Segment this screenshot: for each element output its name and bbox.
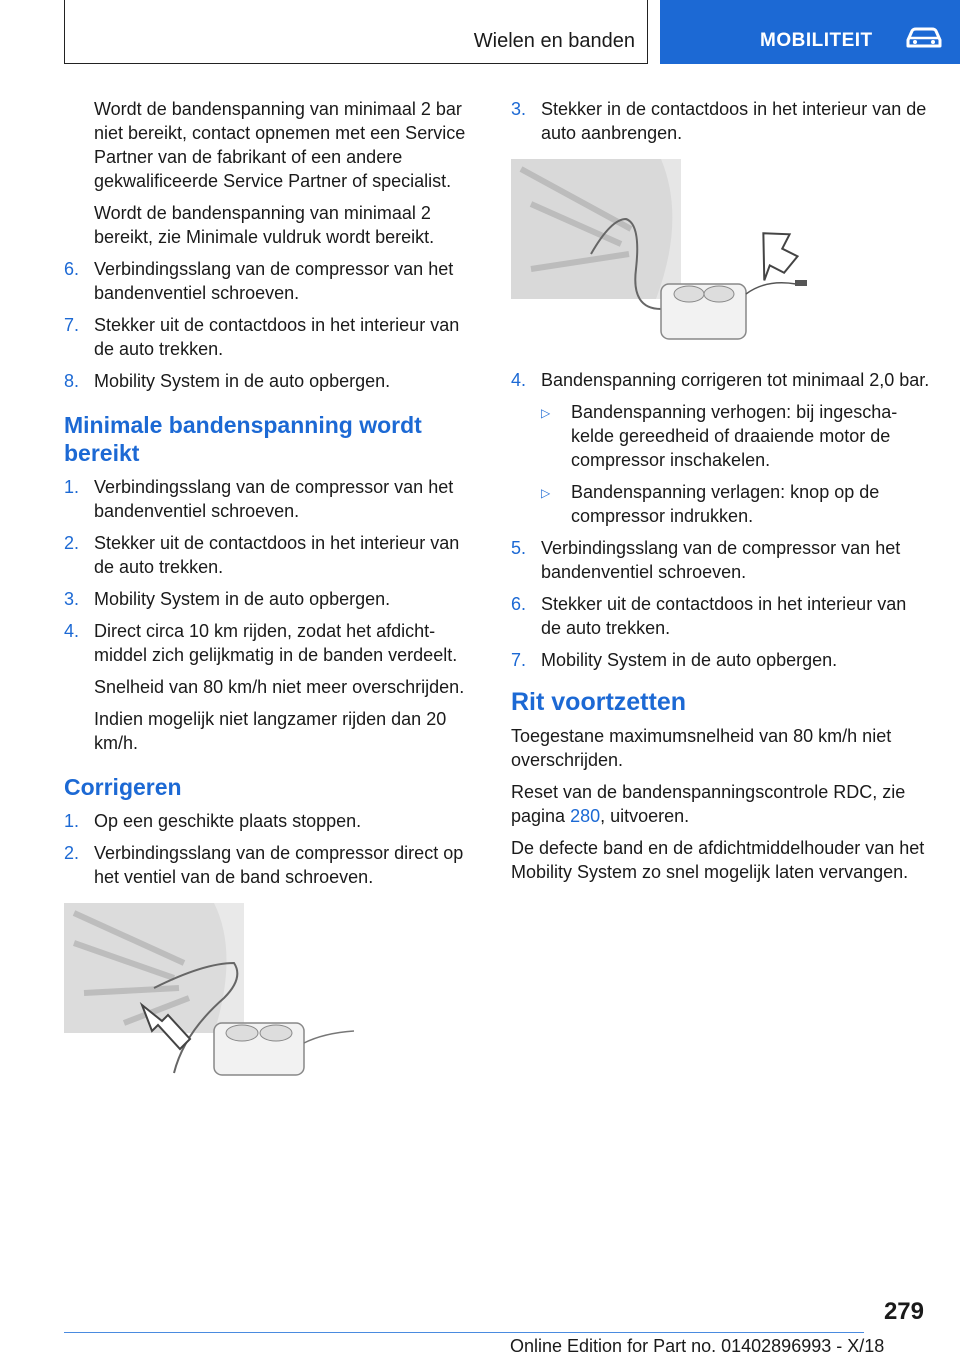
sub-item-text: Bandenspanning verlagen: knop op de compressor indrukken. xyxy=(571,482,880,526)
rdc-reset-paragraph xyxy=(511,780,931,828)
list-item xyxy=(511,97,931,145)
list-item xyxy=(64,257,480,305)
header-chapter-label: MOBILITEIT xyxy=(760,30,873,51)
step-number: 4. xyxy=(511,370,527,390)
right-column xyxy=(511,97,931,892)
list-item xyxy=(511,368,931,392)
step-text: Direct circa 10 km rijden, zodat het afdichtmiddel zich gelijkmatig in de banden verdeelt. xyxy=(94,621,458,665)
triangle-bullet-icon: ▷ xyxy=(541,406,551,420)
list-item xyxy=(64,475,480,523)
intro-paragraph-2: Wordt de bandenspanning van minimaal 2 bereikt, zie Minimale vuldruk wordt bereikt. xyxy=(94,203,435,247)
list-item xyxy=(64,587,480,611)
step-number: 1. xyxy=(64,477,80,497)
step-number: 3. xyxy=(511,99,527,119)
list-item xyxy=(511,536,931,584)
list-item xyxy=(64,619,480,667)
step-text: Mobility System in de auto opbergen. xyxy=(94,371,391,391)
step-text: Stekker in de contactdoos in het interieur van de auto aanbrengen. xyxy=(541,99,927,143)
step-text: Verbindingsslang van de compressor van het bandenventiel schroeven. xyxy=(541,538,901,582)
step-number: 8. xyxy=(64,371,80,391)
list-item xyxy=(511,592,931,640)
page-number: 279 xyxy=(883,1298,924,1325)
step-text: Verbindingsslang van de compressor direct op het ventiel van de band schroeven. xyxy=(94,843,464,887)
list-item xyxy=(64,369,480,393)
step-number: 6. xyxy=(511,594,527,614)
step-number: 2. xyxy=(64,843,80,863)
footer-divider xyxy=(64,1332,864,1333)
sub-item-text: Bandenspanning verhogen: bij ingeschakelde gereedheid of draaiende motor de compressor inschakelen. xyxy=(571,402,898,470)
step-text: Stekker uit de contactdoos in het interieur van de auto trekken. xyxy=(541,594,907,638)
step-number: 5. xyxy=(511,538,527,558)
step-text: Stekker uit de contactdoos in het interieur van de auto trekken. xyxy=(94,315,460,359)
footer-edition-text: Online Edition for Part no. 01402896993 - X/18 xyxy=(510,1336,885,1356)
step-number: 4. xyxy=(64,621,80,641)
step-text: Verbindingsslang van de compressor van het bandenventiel schroeven. xyxy=(94,477,454,521)
step-number: 7. xyxy=(511,650,527,670)
sub-list-item xyxy=(541,480,931,528)
step-text: Mobility System in de auto opbergen. xyxy=(541,650,838,670)
step-text: Bandenspanning corrigeren tot minimaal 2,0 bar. xyxy=(541,370,930,390)
step-number: 2. xyxy=(64,533,80,553)
socket-plug-illustration xyxy=(511,159,851,354)
list-item xyxy=(64,531,480,579)
min-speed-note: Indien mogelijk niet langzamer rijden dan 20 km/h. xyxy=(94,709,447,753)
car-icon xyxy=(904,26,944,50)
header-chapter-tab[interactable] xyxy=(660,0,960,64)
step-text: Mobility System in de auto opbergen. xyxy=(94,589,391,609)
step-text: Stekker uit de contactdoos in het interieur van de auto trekken. xyxy=(94,533,460,577)
list-item xyxy=(64,809,480,833)
step-text: Verbindingsslang van de compressor van het bandenventiel schroeven. xyxy=(94,259,454,303)
step-number: 6. xyxy=(64,259,80,279)
left-column xyxy=(64,97,480,1107)
list-item xyxy=(64,313,480,361)
page-reference-link[interactable]: 280 xyxy=(570,806,601,826)
intro-paragraph-1: Wordt de bandenspanning van minimaal 2 bar niet bereikt, contact opnemen met een Service Partner van de fabrikant of een andere gekwalificeerde Service Partner of specialist. xyxy=(94,99,466,191)
header-section-title: Wielen en banden xyxy=(473,30,635,52)
section-heading-min-pressure: Minimale bandenspanning wordt bereikt xyxy=(64,412,422,466)
speed-limit-paragraph: Toegestane maximumsnelheid van 80 km/h niet overschrijden. xyxy=(511,726,892,770)
section-heading-correct: Corrigeren xyxy=(64,774,182,800)
step-number: 3. xyxy=(64,589,80,609)
sub-list-item xyxy=(541,400,931,472)
speed-note: Snelheid van 80 km/h niet meer overschrijden. xyxy=(94,677,465,697)
section-heading-continue: Rit voortzetten xyxy=(511,688,686,716)
step-text: Op een geschikte plaats stoppen. xyxy=(94,811,362,831)
list-item xyxy=(511,648,931,672)
rdc-text-before: Reset van de bandenspanningscontrole RDC, zie pagina xyxy=(511,782,906,826)
step-number: 1. xyxy=(64,811,80,831)
step-number: 7. xyxy=(64,315,80,335)
rdc-text-after: , uitvoeren. xyxy=(600,806,690,826)
replace-tyre-paragraph: De defecte band en de afdichtmiddelhouder van het Mobility System zo snel mogelijk laten vervangen. xyxy=(511,838,925,882)
compressor-valve-illustration xyxy=(64,903,364,1093)
list-item xyxy=(64,841,480,889)
triangle-bullet-icon: ▷ xyxy=(541,486,551,500)
